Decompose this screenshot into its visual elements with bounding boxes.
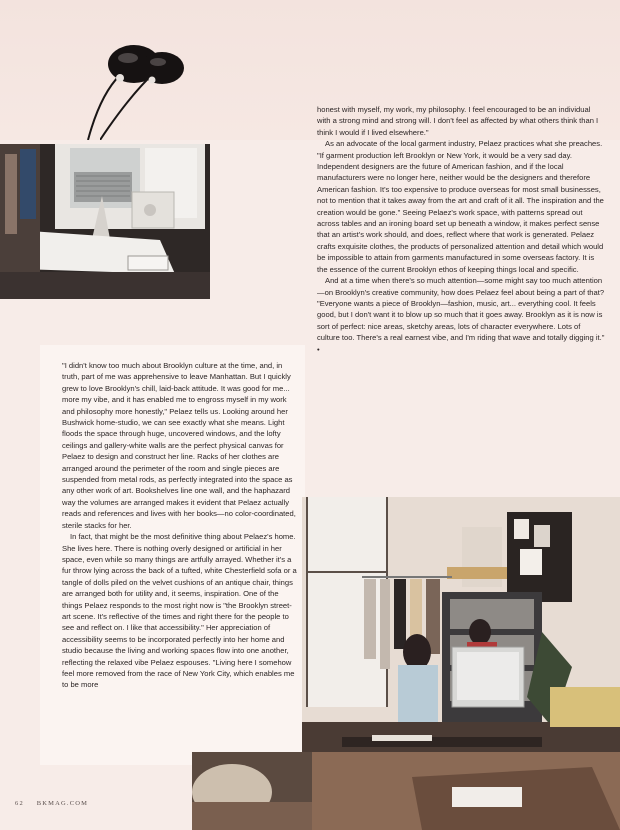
site-name: BKMAG.COM	[36, 800, 89, 807]
page-folio	[15, 800, 98, 807]
article-paragraph: In fact, that might be the most definitive thing about Pelaez's home. She lives here. There is nothing overly designed or artificial in her space, even while so many things are artfully arrayed. Whether it's a fur throw lying across the back of a tufted, white Chesterfield sofa or a tangle of dolls piled on the velvet cushions of an antique chair, things are arranged both for utility and, it seems, inspiration. One of the things Pelaez responds to the most right now is "the Brooklyn street-art scene. It's reflective of the times and right there for the people to see and reflect on. I like that accessibility." Her appreciation of accessibility seems to be incorporated perfectly into her home and studio because the living and working spaces flow into one another, reflecting the relaxed vibe Pelaez espouses. "Living here I somehow feel more removed from the race of New York City, which enables me to be more	[62, 532, 297, 690]
studio-photo	[302, 497, 620, 830]
workspace-photo	[0, 144, 210, 299]
article-paragraph: And at a time when there's so much attention—some might say too much attention—on Brooklyn's creative community, how does Pelaez feel about being a part of that? "Everyone wants a piece of Brooklyn—fashion, music, art... everything cool. It feels good, but I don't want it to blow up so much that it goes away. Brooklyn as it is now is sort of perfect: nice areas, sketchy areas, lots of character everywhere. Lots of culture too. There's a real earnest vibe, and I'm riding that wave and totally digging it." •	[317, 276, 605, 354]
article-left-column	[62, 360, 300, 691]
article-paragraph: As an advocate of the local garment industry, Pelaez practices what she preaches. "If garment production left Brooklyn or New York, it would be a very sad day. Independent designers are the future of American fashion, and if the local manufacturers were no longer here, neither would be the designers and therefore American fashion. It's too expensive to produce overseas for most small businesses, not to mention that it takes away from the art and craft of it all. The inspiration and the creation would be gone." Seeing Pelaez's work space, with patterns spread out across tables and an ironing board set up beneath a window, it makes perfect sense that an artist's work should, and does, reflect where that work is generated. Pelaez crafts exquisite clothes, the products of personalized attention and detail which would be impossible to attain from garments manufactured in some overseas factory. It is the essence of the current Brooklyn ethos of keeping things local and specific.	[317, 139, 604, 274]
article-paragraph: "I didn't know too much about Brooklyn culture at the time, and, in truth, part of me was apprehensive to leave Manhattan. But I quickly grew to love Brooklyn's chill, laid-back attitude. It was good for me... more my vibe, and it has enabled me to engross myself in my work and philosophy more honestly," Pelaez tells us. Looking around her Bushwick home-studio, we can see exactly what she means. Light floods the space through huge, uncovered windows, and the lofty ceilings and gallery-white walls are the perfect physical canvas for Pelaez to design and construct her line. Racks of her clothes are arranged around the perimeter of the room and single pieces are suspended from metal rods, as perfectly integrated into the space as any other work of art. Bookshelves line one wall, and the haphazard way the volumes are arranged makes it evident that Pelaez actually reads and references and lives with her books—no color-coordinated, sterile stacks for her.	[62, 361, 296, 530]
studio-photo-chair	[192, 752, 312, 830]
page-number: 62	[15, 800, 24, 807]
article-right-column	[317, 104, 605, 355]
article-paragraph: honest with myself, my work, my philosophy. I feel encouraged to be an individual with a strong mind and strong will. I don't feel as affected by what others think than I think I would if I lived elsewhere."	[317, 105, 599, 137]
